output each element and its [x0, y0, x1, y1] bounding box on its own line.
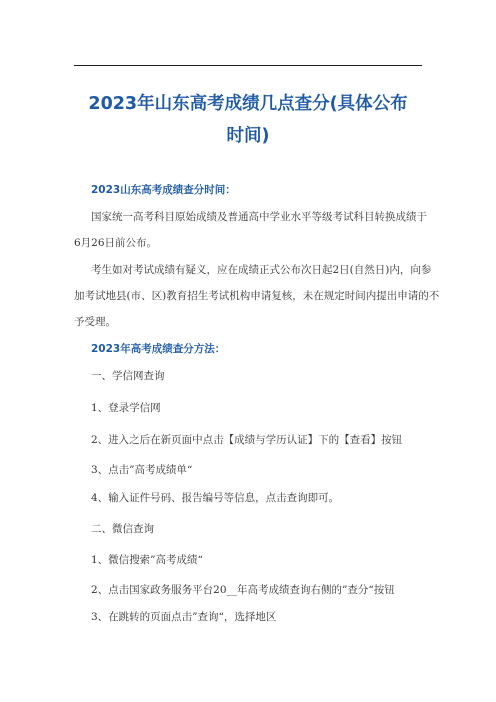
- list-item: 4、输入证件号码、报告编号等信息，点击查询即可。: [91, 492, 340, 504]
- list-item: 3、在跳转的页面点击”查询“，选择地区: [91, 611, 277, 623]
- top-divider: [74, 65, 422, 66]
- document-title-line-2: 时间): [226, 126, 270, 146]
- list-item: 2、点击国家政务服务平台20__年高考成绩查询右侧的”查分“按钮: [91, 584, 395, 596]
- paragraph-line: 国家统一高考科目原始成绩及普通高中学业水平等级考试科目转换成绩于: [91, 211, 427, 223]
- paragraph-line: 考生如对考试成绩有疑义，应在成绩正式公布次日起2日(自然日)内，向参: [91, 264, 432, 276]
- list-item: 2、进入之后在新页面中点击【成绩与学历认证】下的【查看】按钮: [91, 434, 403, 446]
- paragraph-line: 予受理。: [74, 316, 116, 328]
- list-item: 二、微信查询: [91, 523, 154, 535]
- paragraph-line: 6月26日前公布。: [74, 237, 158, 249]
- list-item: 1、登录学信网: [91, 402, 161, 414]
- section-heading-method: 2023年高考成绩查分方法：: [91, 343, 226, 355]
- paragraph-line: 加考试地县(市、区)教育招生考试机构申请复核，未在规定时间内提出申请的不: [74, 290, 440, 302]
- document-title-line-1: 2023年山东高考成绩几点查分(具体公布: [88, 94, 408, 114]
- list-item: 一、学信网查询: [91, 370, 165, 382]
- list-item: 1、微信搜索”高考成绩“: [91, 554, 203, 566]
- section-heading-time: 2023山东高考成绩查分时间：: [91, 184, 236, 196]
- list-item: 3、点击”高考成绩单“: [91, 464, 193, 476]
